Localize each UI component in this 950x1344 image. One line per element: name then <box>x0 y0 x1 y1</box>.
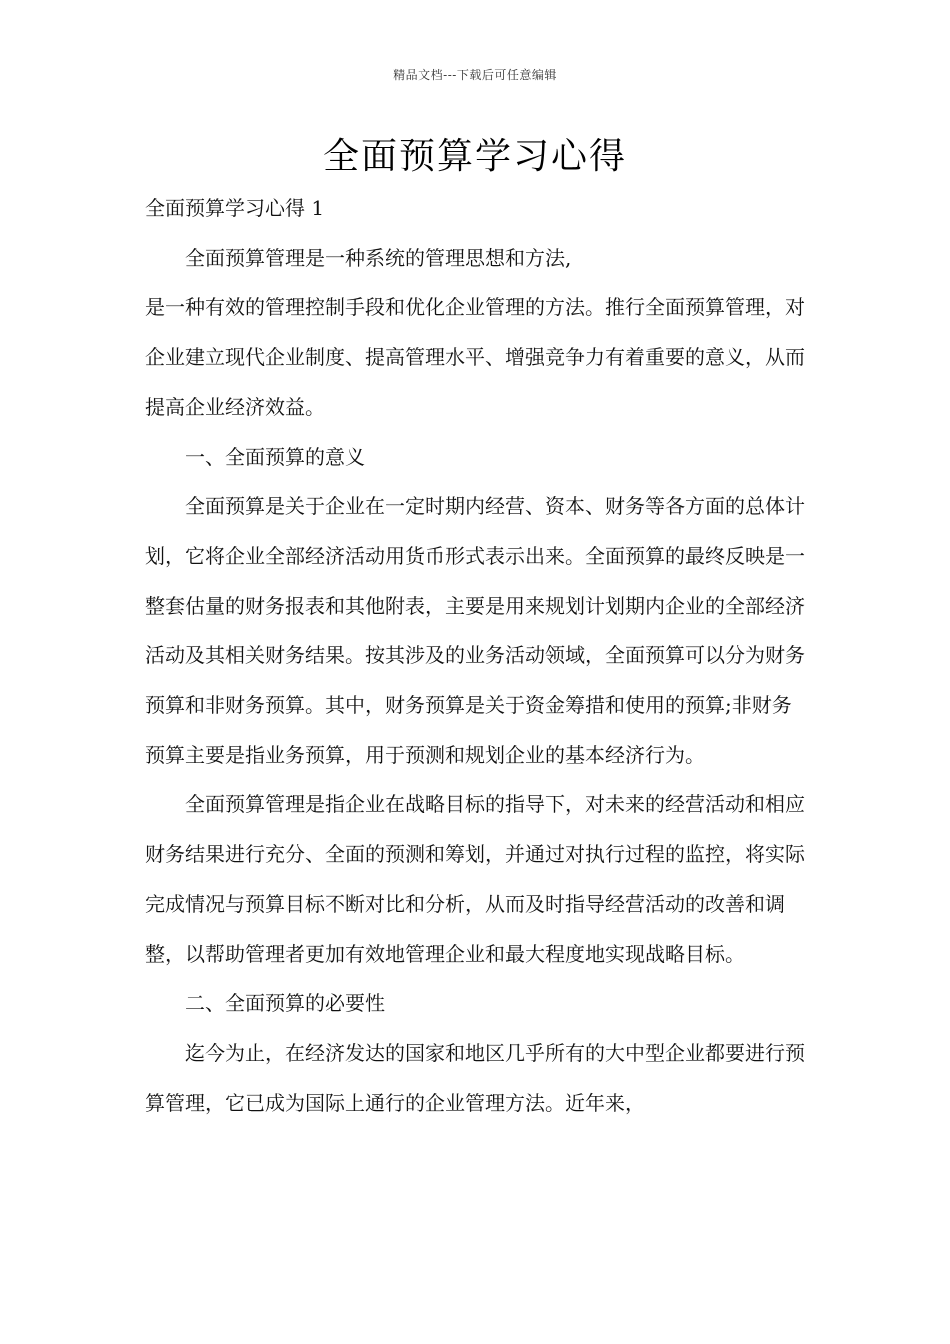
paragraph-1-continuation: 是一种有效的管理控制手段和优化企业管理的方法。推行全面预算管理，对企业建立现代企业制度、提高管理水平、增强竞争力有着重要的意义，从而提高企业经济效益。 <box>145 295 805 419</box>
section-heading-1: 一、全面预算的意义 <box>185 444 365 469</box>
page-header-note: 精品文档---下载后可任意编辑 <box>393 68 557 82</box>
document-body <box>145 184 810 1128</box>
section-subtitle: 全面预算学习心得 1 <box>145 196 325 220</box>
section-heading-2: 二、全面预算的必要性 <box>185 991 385 1016</box>
document-title: 全面预算学习心得 <box>322 136 627 177</box>
paragraph-3: 全面预算管理是指企业在战略目标的指导下，对未来的经营活动和相应财务结果进行充分、全面的预测和筹划，并通过对执行过程的监控，将实际完成情况与预算目标不断对比和分析，从而及时指导经营活动的改善和调整，以帮助管理者更加有效地管理企业和最大程度地实现战略目标。 <box>145 792 805 966</box>
paragraph-4: 迄今为止，在经济发达的国家和地区几乎所有的大中型企业都要进行预算管理，它已成为国际上通行的企业管理方法。近年来， <box>145 1040 805 1115</box>
paragraph-1-first-line: 全面预算管理是一种系统的管理思想和方法, <box>185 245 572 270</box>
paragraph-2: 全面预算是关于企业在一定时期内经营、资本、财务等各方面的总体计划，它将企业全部经济活动用货币形式表示出来。全面预算的最终反映是一整套估量的财务报表和其他附表，主要是用来规划计划期内企业的全部经济活动及其相关财务结果。按其涉及的业务活动领域，全面预算可以分为财务预算和非财务预算。其中，财务预算是关于资金筹措和使用的预算;非财务预算主要是指业务预算，用于预测和规划企业的基本经济行为。 <box>145 494 805 767</box>
